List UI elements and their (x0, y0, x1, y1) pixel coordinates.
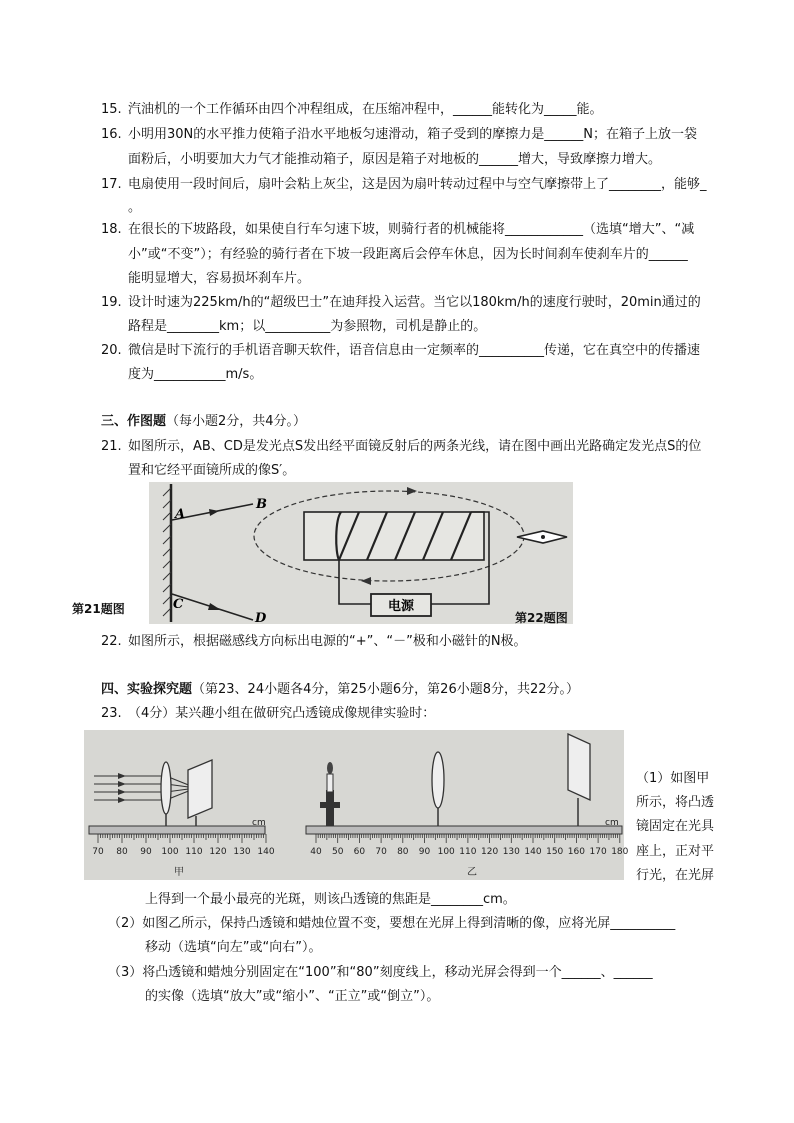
candle-holder-clamp (320, 802, 340, 808)
q23-number: 23. (101, 706, 122, 721)
q20-line2: 度为___________m/s。 (128, 367, 263, 382)
q16-number: 16. (101, 127, 122, 142)
q22-text: 如图所示，根据磁感线方向标出电源的“+”、“－”极和小磁针的N极。 (128, 634, 527, 649)
rail-yi-label: 110 (459, 847, 477, 857)
q20-line1 (101, 342, 700, 360)
label-jia: 甲 (174, 867, 184, 878)
q19-line2: 路程是________km；以__________为参照物，司机是静止的。 (128, 319, 487, 334)
q18-line1 (101, 221, 694, 239)
rail-jia-unit: cm (252, 818, 266, 828)
q17-number: 17. (101, 177, 122, 192)
screen-yi (568, 734, 590, 800)
candle-flame (327, 762, 333, 774)
rail-yi-label: 130 (502, 847, 520, 857)
rail-yi-label: 100 (437, 847, 455, 857)
section-4-note: （第23、24小题各4分，第25小题6分，第26小题8分，共22分。） (192, 682, 580, 697)
label-d: D (255, 611, 267, 626)
rail-yi-label: 70 (375, 847, 387, 857)
rail-jia-label: 90 (140, 847, 152, 857)
q23-intro-text: （4分）某兴趣小组在做研究凸透镜成像规律实验时： (128, 706, 436, 721)
rail-yi-label: 140 (524, 847, 542, 857)
q23-p3-line2: 的实像（选填“放大”或“缩小”、“正立”或“倒立”）。 (145, 989, 440, 1004)
rail-yi-label: 180 (611, 847, 629, 857)
q18-line3: 能明显增大，容易损坏刹车片。 (128, 271, 311, 286)
rail-yi-label: 120 (481, 847, 499, 857)
lens-jia (161, 762, 171, 814)
q23-p1-side-3: 镜固定在光具 (636, 819, 715, 834)
label-yi: 乙 (467, 867, 477, 878)
solenoid-core (304, 512, 484, 560)
rail-jia-label: 80 (116, 847, 128, 857)
section-3-heading (101, 413, 306, 431)
q16-line2: 面粉后，小明要加大力气才能推动箱子，原因是箱子对地板的______增大，导致摩擦力增大。 (128, 152, 662, 167)
q16-line1 (101, 126, 697, 144)
rail-yi-labels (310, 847, 628, 857)
q21-line1 (101, 438, 701, 456)
power-supply-label: 电源 (387, 599, 415, 614)
label-c: C (173, 597, 184, 612)
rail-jia (89, 826, 265, 834)
q21-number: 21. (101, 439, 122, 454)
label-a: A (175, 507, 186, 522)
q18-text: 在很长的下坡路段，如果使自行车匀速下坡，则骑行者的机械能将____________（选填“增大”、“减 (128, 222, 695, 237)
rail-yi-label: 60 (353, 847, 366, 857)
section-3-note: （每小题2分，共4分。） (166, 414, 307, 429)
q17-text: 电扇使用一段时间后，扇叶会粘上灰尘，这是因为扇叶转动过程中与空气摩擦带上了________，能够_ (128, 177, 707, 192)
q23-p1-side-2: 所示，将凸透 (636, 795, 715, 810)
q22-number: 22. (101, 634, 122, 649)
candle (327, 774, 333, 792)
q23-p2-line2: 移动（选填“向左”或“向右”）。 (145, 940, 322, 955)
rail-jia-label: 120 (209, 847, 227, 857)
q17-line2: 。 (128, 200, 142, 215)
needle-pivot (541, 535, 545, 539)
rail-jia-label: 70 (92, 847, 104, 857)
q23-p1-side-1: （1）如图甲 (636, 771, 710, 786)
figure-21-22 (149, 482, 573, 624)
rail-jia-label: 140 (257, 847, 275, 857)
section-4-title: 四、实验探究题 (101, 682, 193, 697)
q23-p2-line1: （2）如图乙所示，保持凸透镜和蜡烛位置不变，要想在光屏上得到清晰的像，应将光屏__________ (108, 916, 676, 931)
q15-text: 汽油机的一个工作循环由四个冲程组成，在压缩冲程中，______能转化为_____能。 (128, 102, 603, 117)
rail-yi-label: 150 (546, 847, 564, 857)
section-4-heading (101, 681, 579, 699)
figure-21-caption: 第21题图 (72, 602, 125, 616)
q19-number: 19. (101, 295, 122, 310)
rail-yi-unit: cm (605, 818, 619, 828)
q15 (101, 101, 603, 119)
q18-number: 18. (101, 222, 122, 237)
label-b: B (256, 497, 267, 512)
figure-23 (84, 730, 629, 880)
q23-p3-line1: （3）将凸透镜和蜡烛分别固定在“100”和“80”刻度线上，移动光屏会得到一个______、______ (108, 965, 653, 980)
q23-p1-side-4: 座上，正对平 (636, 844, 715, 859)
q15-number: 15. (101, 102, 122, 117)
rail-yi-label: 160 (567, 847, 585, 857)
screen-jia (188, 760, 212, 818)
q17-line1 (101, 176, 707, 194)
rail-yi-label: 40 (310, 847, 322, 857)
q23-intro (101, 705, 435, 723)
q23-p1-end: 上得到一个最小最亮的光斑，则该凸透镜的焦距是________cm。 (145, 892, 516, 907)
rail-yi-label: 50 (331, 847, 344, 857)
rail-yi (306, 826, 622, 834)
q16-text: 小明用30N的水平推力使箱子沿水平地板匀速滑动，箱子受到的摩擦力是______N；在箱子上放一袋 (128, 127, 697, 142)
section-3-title: 三、作图题 (101, 414, 167, 429)
q23-p1-side-5: 行光，在光屏 (636, 868, 715, 883)
figure-22-caption: 第22题图 (515, 611, 568, 625)
rail-jia-label: 110 (185, 847, 203, 857)
lens-yi (432, 752, 444, 808)
rail-yi-label: 170 (589, 847, 607, 857)
q21-line2: 置和它经平面镜所成的像S′。 (128, 463, 296, 478)
q19-text: 设计时速为225km/h的“超级巴士”在迪拜投入运营。当它以180km/h的速度行驶时，20min通过的 (128, 295, 701, 310)
q22 (101, 633, 527, 651)
rail-jia-label: 130 (233, 847, 251, 857)
rail-yi-label: 80 (397, 847, 409, 857)
rail-jia-label: 100 (161, 847, 179, 857)
q20-number: 20. (101, 343, 122, 358)
q21-text: 如图所示，AB、CD是发光点S发出经平面镜反射后的两条光线，请在图中画出光路确定发光点S的位 (128, 439, 702, 454)
rail-yi-label: 90 (418, 847, 431, 857)
q20-text: 微信是时下流行的手机语音聊天软件，语音信息由一定频率的__________传递，它在真空中的传播速 (128, 343, 701, 358)
q18-line2: 小”或“不变”）；有经验的骑行者在下坡一段距离后会停车休息，因为长时间刹车使刹车片的______ (128, 247, 688, 262)
q19-line1 (101, 294, 701, 312)
